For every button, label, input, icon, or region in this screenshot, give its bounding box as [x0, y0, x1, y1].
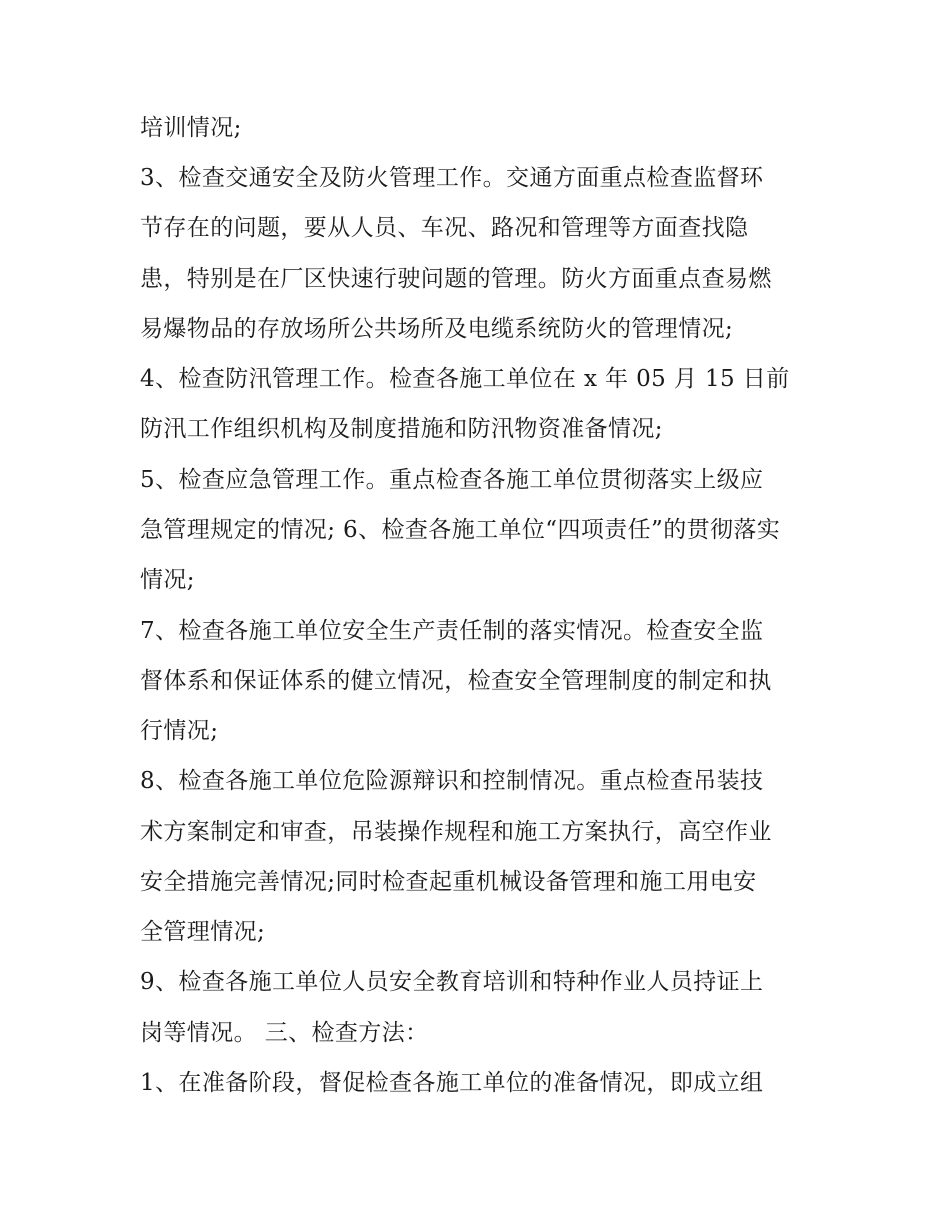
text-line: 情况; — [140, 567, 195, 593]
text-line: 9、检查各施工单位人员安全教育培训和特种作业人员持证上 — [140, 969, 764, 995]
text-line: 1、在准备阶段，督促检查各施工单位的准备情况，即成立组 — [140, 1070, 764, 1096]
text-line: 节存在的问题，要从人员、车况、路况和管理等方面查找隐 — [140, 215, 749, 241]
text-line: 4、检查防汛管理工作。检查各施工单位在 x 年 05 月 15 日前 — [140, 366, 790, 392]
text-line: 7、检查各施工单位安全生产责任制的落实情况。检查安全监 — [140, 618, 764, 644]
text-line: 全管理情况; — [140, 919, 266, 945]
text-line: 岗等情况。 三、检查方法： — [140, 1020, 429, 1046]
text-line: 防汛工作组织机构及制度措施和防汛物资准备情况; — [140, 416, 663, 442]
text-line: 培训情况; — [140, 115, 242, 141]
text-line: 行情况; — [140, 718, 219, 744]
text-line: 急管理规定的情况; 6、检查各施工单位“四项责任”的贯彻落实 — [140, 517, 781, 543]
text-line: 5、检查应急管理工作。重点检查各施工单位贯彻落实上级应 — [140, 467, 764, 493]
text-line: 术方案制定和审查，吊装操作规程和施工方案执行，高空作业 — [140, 819, 772, 845]
text-line: 安全措施完善情况;同时检查起重机械设备管理和施工用电安 — [140, 869, 757, 895]
text-line: 易爆物品的存放场所公共场所及电缆系统防火的管理情况; — [140, 316, 734, 342]
text-line: 督体系和保证体系的健立情况，检查安全管理制度的制定和执 — [140, 668, 772, 694]
text-line: 8、检查各施工单位危险源辩识和控制情况。重点检查吊装技 — [140, 768, 764, 794]
text-line: 患，特别是在厂区快速行驶问题的管理。防火方面重点查易燃 — [140, 266, 772, 292]
text-line: 3、检查交通安全及防火管理工作。交通方面重点检查监督环 — [140, 165, 764, 191]
